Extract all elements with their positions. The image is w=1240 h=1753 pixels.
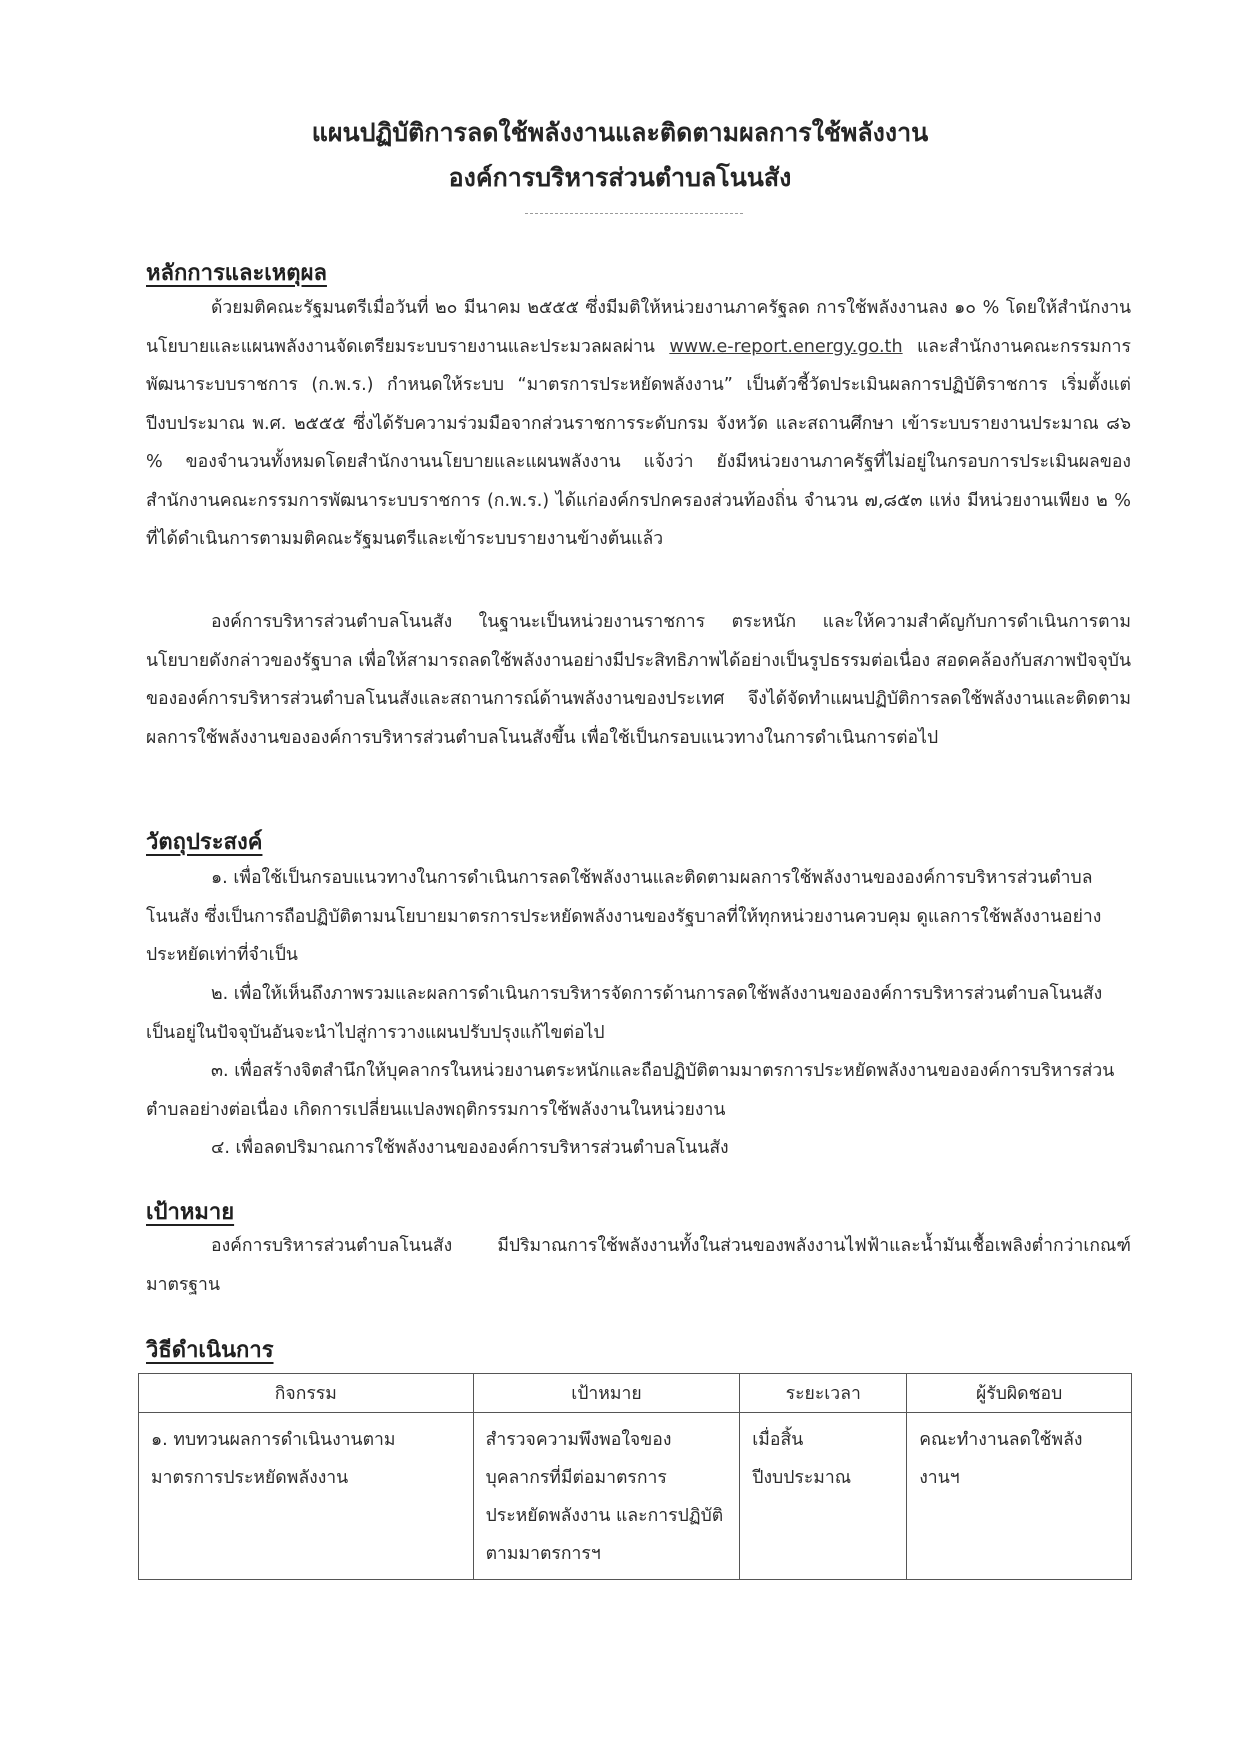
document-title-line-1: แผนปฏิบัติการลดใช้พลังงานและติดตามผลการใช้พลังงาน xyxy=(311,118,929,147)
objective-item-1: ๑. เพื่อใช้เป็นกรอบแนวทางในการดำเนินการลดใช้พลังงานและติดตามผลการใช้พลังงานขององค์การบริหารส่วนตำบลโนนสัง ซึ่งเป็นการถือปฏิบัติตามนโยบายมาตรการประหยัดพลังงานของรัฐบาลที่ให้ทุกหน่วยงานควบคุม ดูแลการใช้พลังงานอย่างประหยัดเท่าที่จำเป็น xyxy=(146,868,1102,965)
objective-item-3: ๓. เพื่อสร้างจิตสำนึกให้บุคลากรในหน่วยงานตระหนักและถือปฏิบัติตามมาตรการประหยัดพลังงานขององค์การบริหารส่วนตำบลอย่างต่อเนื่อง เกิดการเปลี่ยนแปลงพฤติกรรมการใช้พลังงานในหน่วยงาน xyxy=(146,1061,1115,1120)
column-header-activity: กิจกรรม xyxy=(139,1374,474,1413)
table-header-row xyxy=(139,1374,1132,1413)
document-title-line-2: องค์การบริหารส่วนตำบลโนนสัง xyxy=(448,163,792,192)
title-divider xyxy=(525,213,743,214)
principles-heading: หลักการและเหตุผล xyxy=(146,261,327,286)
cell-responsible: คณะทำงานลดใช้พลังงานฯ xyxy=(907,1413,1132,1580)
table-row xyxy=(139,1413,1132,1580)
cell-goal: สำรวจความพึงพอใจของบุคลากรที่มีต่อมาตรการประหยัดพลังงาน และการปฏิบัติตามมาตรการฯ xyxy=(473,1413,740,1580)
method-heading: วิธีดำเนินการ xyxy=(146,1338,274,1363)
objective-item-2: ๒. เพื่อให้เห็นถึงภาพรวมและผลการดำเนินการบริหารจัดการด้านการลดใช้พลังงานขององค์การบริหารส่วนตำบลโนนสังเป็นอยู่ในปัจจุบันอันจะนำไปสู่การวางแผนปรับปรุงแก้ไขต่อไป xyxy=(146,984,1103,1043)
column-header-responsible: ผู้รับผิดชอบ xyxy=(907,1374,1132,1413)
principles-paragraph-2: องค์การบริหารส่วนตำบลโนนสัง ในฐานะเป็นหน่วยงานราชการ ตระหนัก และให้ความสำคัญกับการดำเนินการตามนโยบายดังกล่าวของรัฐบาล เพื่อให้สามารถลดใช้พลังงานอย่างมีประสิทธิภาพได้อย่างเป็นรูปธรรมต่อเนื่อง สอดคล้องกับสภาพปัจจุบันขององค์การบริหารส่วนตำบลโนนสังและสถานการณ์ด้านพลังงานของประเทศ จึงได้จัดทำแผนปฏิบัติการลดใช้พลังงานและติดตามผลการใช้พลังงานขององค์การบริหารส่วนตำบลโนนสังขึ้น เพื่อใช้เป็นกรอบแนวทางในการดำเนินการต่อไป xyxy=(146,612,1131,748)
method-table xyxy=(138,1373,1132,1580)
principles-paragraph-1-text-a: ด้วยมติคณะรัฐมนตรีเมื่อวันที่ ๒๐ มีนาคม ๒๕๕๕ ซึ่งมีมติให้หน่วยงานภาครัฐลด การใช้พลังงานลง ๑๐ % โดยให้สำนักงานนโยบายและแผนพลังงานจัดเตรียมระบบรายงานและประมวลผลผ่าน xyxy=(146,298,1131,357)
cell-activity: ๑. ทบทวนผลการดำเนินงานตามมาตรการประหยัดพลังงาน xyxy=(139,1413,474,1580)
principles-paragraph-1 xyxy=(146,289,1131,559)
cell-period: เมื่อสิ้นปีงบประมาณ xyxy=(740,1413,907,1580)
target-heading: เป้าหมาย xyxy=(146,1200,235,1225)
objectives-heading: วัตถุประสงค์ xyxy=(146,830,263,855)
target-text: องค์การบริหารส่วนตำบลโนนสัง มีปริมาณการใช้พลังงานทั้งในส่วนของพลังงานไฟฟ้าและน้ำมันเชื้อเพลิงต่ำกว่าเกณฑ์มาตรฐาน xyxy=(146,1236,1131,1295)
column-header-goal: เป้าหมาย xyxy=(473,1374,740,1413)
principles-paragraph-1-text-b: และสำนักงานคณะกรรมการพัฒนาระบบราชการ (ก.พ.ร.) กำหนดให้ระบบ “มาตรการประหยัดพลังงาน” เป็นตัวชี้วัดประเมินผลการปฏิบัติราชการ เริ่มตั้งแต่ปีงบประมาณ พ.ศ. ๒๕๕๕ ซึ่งได้รับความร่วมมือจากส่วนราชการระดับกรม จังหวัด และสถานศึกษา เข้าระบบรายงานประมาณ ๘๖ % ของจำนวนทั้งหมดโดยสำนักงานนโยบายและแผนพลังงาน แจ้งว่า ยังมีหน่วยงานภาครัฐที่ไม่อยู่ในกรอบการประเมินผลของสำนักงานคณะกรรมการพัฒนาระบบราชการ (ก.พ.ร.) ได้แก่องค์กรปกครองส่วนท้องถิ่น จำนวน ๗,๘๕๓ แห่ง มีหน่วยงานเพียง ๒ % ที่ได้ดำเนินการตามมติคณะรัฐมนตรีและเข้าระบบรายงานข้างต้นแล้ว xyxy=(146,336,1131,549)
e-report-link[interactable]: www.e-report.energy.go.th xyxy=(669,336,903,357)
objective-item-4: ๔. เพื่อลดปริมาณการใช้พลังงานขององค์การบริหารส่วนตำบลโนนสัง xyxy=(211,1138,729,1158)
column-header-period: ระยะเวลา xyxy=(740,1374,907,1413)
